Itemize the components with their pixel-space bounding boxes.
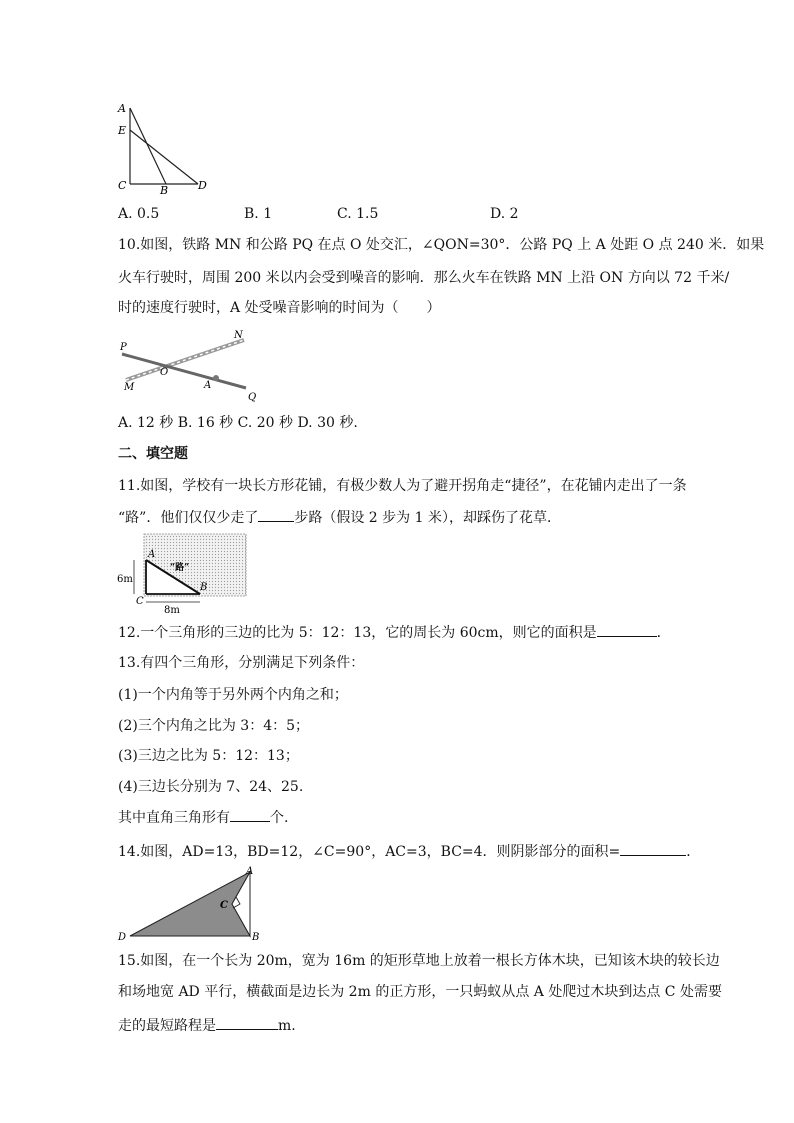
segment-ab (130, 108, 166, 184)
q13-condition-3: (3)三边之比为 5：12：13； (118, 748, 299, 764)
q10-line-2: 火车行驶时，周围 200 米以内会受到噪音的影响．那么火车在铁路 MN 上沿 ON 方向以 72 千米/ (118, 270, 730, 286)
q13-tail-after: 个. (270, 810, 289, 826)
q12-answer-blank[interactable] (597, 622, 657, 637)
label-8m: 8m (164, 605, 180, 616)
q10-line-3: 时的速度行驶时，A 处受噪音影响的时间为（ ） (118, 300, 441, 316)
q13-condition-1: (1)一个内角等于另外两个内角之和； (118, 687, 348, 703)
segment-ed (130, 130, 198, 184)
point-label-m: M (124, 382, 135, 393)
q14-after: ． (686, 844, 701, 860)
q15-answer-blank[interactable] (216, 1015, 278, 1030)
q12-after: ． (656, 625, 671, 641)
q12-before: 12.一个三角形的三边的比为 5：12：13，它的周长为 60cm，则它的面积是 (118, 625, 597, 641)
point-label-c: C (136, 596, 144, 607)
point-label-d: D (198, 179, 207, 192)
point-label-q: Q (248, 392, 256, 402)
point-label-a: A (118, 102, 126, 115)
point-label-b: B (200, 582, 208, 593)
q13-stem: 13.有四个三角形，分别满足下列条件： (118, 655, 365, 671)
q13-tail-before: 其中直角三角形有 (118, 810, 230, 826)
q15-line-3 (118, 1015, 296, 1036)
point-label-b: B (160, 184, 169, 196)
figure-q14 (112, 866, 268, 946)
point-label-a: A (148, 549, 156, 560)
q10-options: A. 12 秒 B. 16 秒 C. 20 秒 D. 30 秒. (118, 415, 358, 431)
q13-condition-2: (2)三个内角之比为 3：4：5； (118, 718, 310, 734)
point-label-n: N (234, 330, 243, 341)
figure-q10 (112, 328, 256, 402)
q15-line-3-after: m. (278, 1018, 296, 1034)
figure-q11 (112, 532, 252, 616)
q14-answer-blank[interactable] (620, 841, 686, 856)
point-label-p: P (120, 342, 127, 353)
road-label: “路” (170, 563, 190, 573)
label-6m: 6m (117, 574, 133, 585)
q11-line-1: 11.如图，学校有一块长方形花铺，有极少数人为了避开拐角走“捷径”，在花铺内走出了一条 (118, 478, 687, 494)
q14-before: 14.如图，AD=13，BD=12，∠C=90°，AC=3，BC=4．则阴影部分的面积= (118, 844, 621, 860)
q15-line-2: 和场地宽 AD 平行，横截面是边长为 2m 的正方形，一只蚂蚁从点 A 处爬过木块到达点 C 处需要 (118, 984, 722, 1000)
point-label-a: A (204, 380, 212, 391)
q11-line-2-before: “路”．他们仅仅少走了 (118, 510, 259, 526)
q15-line-1: 15.如图，在一个长为 20m，宽为 16m 的矩形草地上放着一根长方体木块，已知该木块的较长边 (118, 953, 720, 969)
q11-line-2 (118, 507, 561, 528)
q11-line-2-after: 步路（假设 2 步为 1 米），却踩伤了花草． (294, 510, 561, 526)
q14-line (118, 841, 700, 862)
point-label-a: A (246, 866, 254, 877)
point-label-c: C (118, 179, 127, 192)
q12-line (118, 622, 671, 643)
q9-option-b: B. 1 (244, 206, 273, 222)
point-label-d: D (118, 932, 127, 943)
point-label-b: B (252, 932, 260, 943)
point-label-e: E (118, 124, 127, 137)
q10-line-1: 10.如图，铁路 MN 和公路 PQ 在点 O 处交汇，∠QON=30°．公路 PQ 上 A 处距 O 点 240 米．如果 (118, 237, 765, 253)
q13-answer-blank[interactable] (230, 807, 270, 822)
q13-tail (118, 807, 288, 828)
q15-line-3-before: 走的最短路程是 (118, 1018, 216, 1034)
q9-option-c: C. 1.5 (337, 206, 379, 222)
section-title: 二、填空题 (118, 446, 188, 462)
point-label-o: O (160, 367, 169, 378)
q11-answer-blank[interactable] (258, 507, 294, 522)
q9-option-a: A. 0.5 (118, 206, 160, 222)
point-label-c: C (220, 900, 228, 911)
house-a-icon (213, 375, 219, 381)
q13-condition-4: (4)三边长分别为 7、24、25. (118, 779, 304, 795)
figure-q9 (112, 96, 216, 196)
q9-option-d: D. 2 (490, 206, 519, 222)
